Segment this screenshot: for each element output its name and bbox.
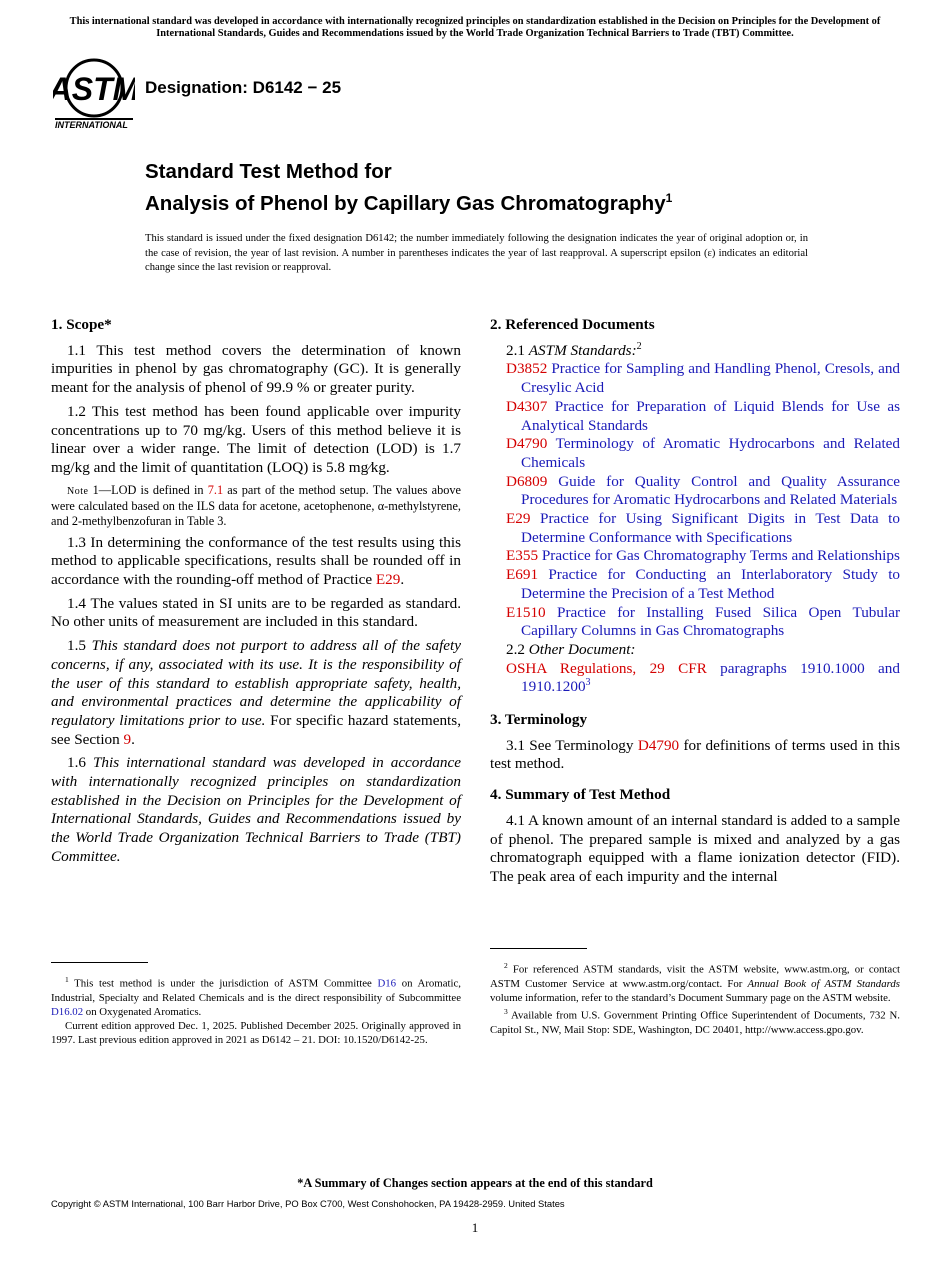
reference-title-link[interactable]: Practice for Installing Fused Silica Open Tubular Capillary Columns in Gas Chromatographs [521,603,901,640]
reference-code-link[interactable]: E29 [506,510,531,528]
link-d16[interactable]: D16 [377,977,397,990]
designation: Designation: D6142 − 25 [145,78,342,97]
para-4-1: 4.1 A known amount of an internal standard is added to a sample of phenol. The prepared sample is mixed and analyzed by a gas chromatograph equipped with a flame ionization detector (FID). The peak area of each impurity and the internal [490,811,900,885]
summary-of-changes-note: *A Summary of Changes section appears at the end of this standard [297,1176,653,1190]
reference-item [490,398,900,435]
para-3-1: 3.1 See Terminology D4790 for definitions of terms used in this test method. [490,736,900,773]
footnote-2: $^2$ For referenced ASTM standards, visit the ASTM website, www.astm.org, or contact ASTM Customer Service at www.astm.org/contact. For Annual Book of ASTM Standards volume information, refer to the standard’s Document Summary page on the ASTM website. [490,961,900,1004]
para-1-3: 1.3 In determining the conformance of the test results using this method to applicable specifications, results shall be rounded off in accordance with the rounding-off method of Practice E29. [51,533,461,589]
logo-text: INTERNATIONAL [55,120,128,130]
footnotes-left [51,973,461,1048]
copyright: Copyright © ASTM International, 100 Barr Harbor Drive, PO Box C700, West Conshohocken, PA 19428-2959. United States [51,1198,565,1209]
subheading-other-document: 2.2 Other Document: [506,640,636,658]
para-1-1: 1.1 This test method covers the determination of known impurities in phenol by gas chromatography (GC). It is generally meant for the analysis of phenol of 99.9 % or greater purity. [51,341,461,397]
right-column [490,316,900,892]
reference-item [490,360,900,397]
note-1: Note 1—LOD is defined in 7.1 as part of the method setup. The values above were calculated based on the ILS data for acetone, acetophenone, α-methylstyrene, and 2-methylbenzofuran in Table 3. [51,482,461,528]
para-1-2: 1.2 This test method has been found applicable over impurity concentrations up to 70 mg/kg. Users of this method believe it is linear over a wider range. The limit of detection (LOD) is 1.7 mg/kg and the limit of quantitation (LOQ) is 5.8 mg⁄kg. [51,402,461,476]
title-line-2: Analysis of Phenol by Capillary Gas Chromatography$^1$ [145,191,673,215]
para-1-6: 1.6 This international standard was developed in accordance with internationally recognized principles on standardization established in the Decision on Principles for the Development of International Standards, Guides and Recommendations issued by the World Trade Organization Technical Barriers to Trade (TBT) Committee. [51,754,462,865]
reference-item [490,510,900,547]
footnote-3: $^3$ Available from U.S. Government Printing Office Superintendent of Documents, 732 N. Capitol St., NW, Mail Stop: SDE, Washington, DC 20401, http://www.access.gpo.gov. [490,1007,900,1036]
top-note: This international standard was developed in accordance with internationally recognized principles on standardization established in the Decision on Principles for the Development of International Standards, Guides and Recommendations issued by the World Trade Organization Technical Barriers to Trade (TBT) Committee. [69,16,881,39]
reference-code-link[interactable]: D4307 [506,397,548,415]
svg-text:ASTM: ASTM [53,71,135,107]
reference-code-link[interactable]: E1510 [506,603,546,621]
page-title [145,159,672,217]
reference-item [490,547,900,566]
page-number: 1 [471,1220,479,1235]
reference-code-link[interactable]: E355 [506,547,539,565]
reference-title-link[interactable]: Practice for Conducting an Interlaboratory Study to Determine the Precision of a Test Method [521,566,901,602]
reference-title-link[interactable]: Practice for Sampling and Handling Phenol, Cresols, and Cresylic Acid [521,360,901,397]
left-column [51,316,461,872]
footnote-1-edition: Current edition approved Dec. 1, 2025. Published December 2025. Originally approved in 1997. Last previous edition approved in 2021 as D6142 – 21. DOI: 10.1520/D6142-25. [51,1020,461,1047]
section-heading-scope: 1. Scope* [51,316,112,333]
reference-item [490,473,900,510]
osha-link[interactable]: OSHA Regulations, 29 CFR [506,659,707,677]
reference-code-link[interactable]: D4790 [506,435,548,453]
title-footnote-ref[interactable]: 1 [665,191,673,205]
link-section-9[interactable]: 9 [123,730,132,748]
reference-title-link[interactable]: Practice for Preparation of Liquid Blends for Use as Analytical Standards [521,397,901,434]
link-d16-02[interactable]: D16.02 [51,1006,84,1018]
subheading-astm-standards: 2.1 ASTM Standards:$^2$ [506,340,642,359]
section-heading-summary: 4. Summary of Test Method [490,786,671,804]
reference-list [490,360,900,641]
footnote-rule-right [490,948,587,949]
astm-logo [53,56,135,132]
reference-title-link[interactable]: Guide for Quality Control and Quality Assurance Procedures for Aromatic Hydrocarbons and Related Materials [521,472,900,509]
title-line-1: Standard Test Method for [145,160,392,183]
reference-code-link[interactable]: D6809 [506,472,548,490]
link-7-1[interactable]: 7.1 [207,482,224,497]
reference-title-link[interactable]: Terminology of Aromatic Hydrocarbons and Related Chemicals [521,435,900,471]
footnotes-right [490,959,900,1037]
reference-item [490,566,900,603]
reference-title-link[interactable]: Practice for Gas Chromatography Terms and Relationships [541,547,900,565]
reference-code-link[interactable]: E691 [506,566,539,584]
para-1-5: 1.5 This standard does not purport to address all of the safety concerns, if any, associated with its use. It is the responsibility of the user of this standard to establish appropriate safety, health, and environmental practices and determine the applicability of regulatory limitations prior to use. For specific hazard statements, see Section 9. [51,637,462,748]
reference-item [490,435,900,472]
footnote-rule-left [51,962,148,963]
para-1-4: 1.4 The values stated in SI units are to be regarded as standard. No other units of measurement are included in this standard. [51,594,461,631]
reference-item [490,604,900,641]
reference-title-link[interactable]: Practice for Using Significant Digits in Test Data to Determine Conformance with Specifications [521,510,900,546]
section-heading-referenced-documents: 2. Referenced Documents [490,316,655,333]
footnote-1: $^1$ This test method is under the jurisdiction of ASTM Committee D16 on Aromatic, Industrial, Specialty and Related Chemicals and is the direct responsibility of Subcommittee D16.02 on Oxygenated Aromatics. [51,975,461,1018]
osha-title-link[interactable]: paragraphs 1910.1000 and 1910.1200 [521,659,900,696]
reference-code-link[interactable]: D3852 [506,360,548,378]
link-e29[interactable]: E29 [375,571,401,589]
reference-item-osha: OSHA Regulations, 29 CFR paragraphs 1910.1000 and 1910.1200$^3$ [506,659,900,696]
intro-paragraph: This standard is issued under the fixed designation D6142; the number immediately following the designation indicates the year of original adoption or, in the case of revision, the year of last revision. A number in parentheses indicates the year of last reapproval. A superscript epsilon (ε) indicates an editorial change since the last revision or reapproval. [145,233,808,273]
section-heading-terminology: 3. Terminology [490,711,588,729]
link-d4790[interactable]: D4790 [637,736,680,754]
